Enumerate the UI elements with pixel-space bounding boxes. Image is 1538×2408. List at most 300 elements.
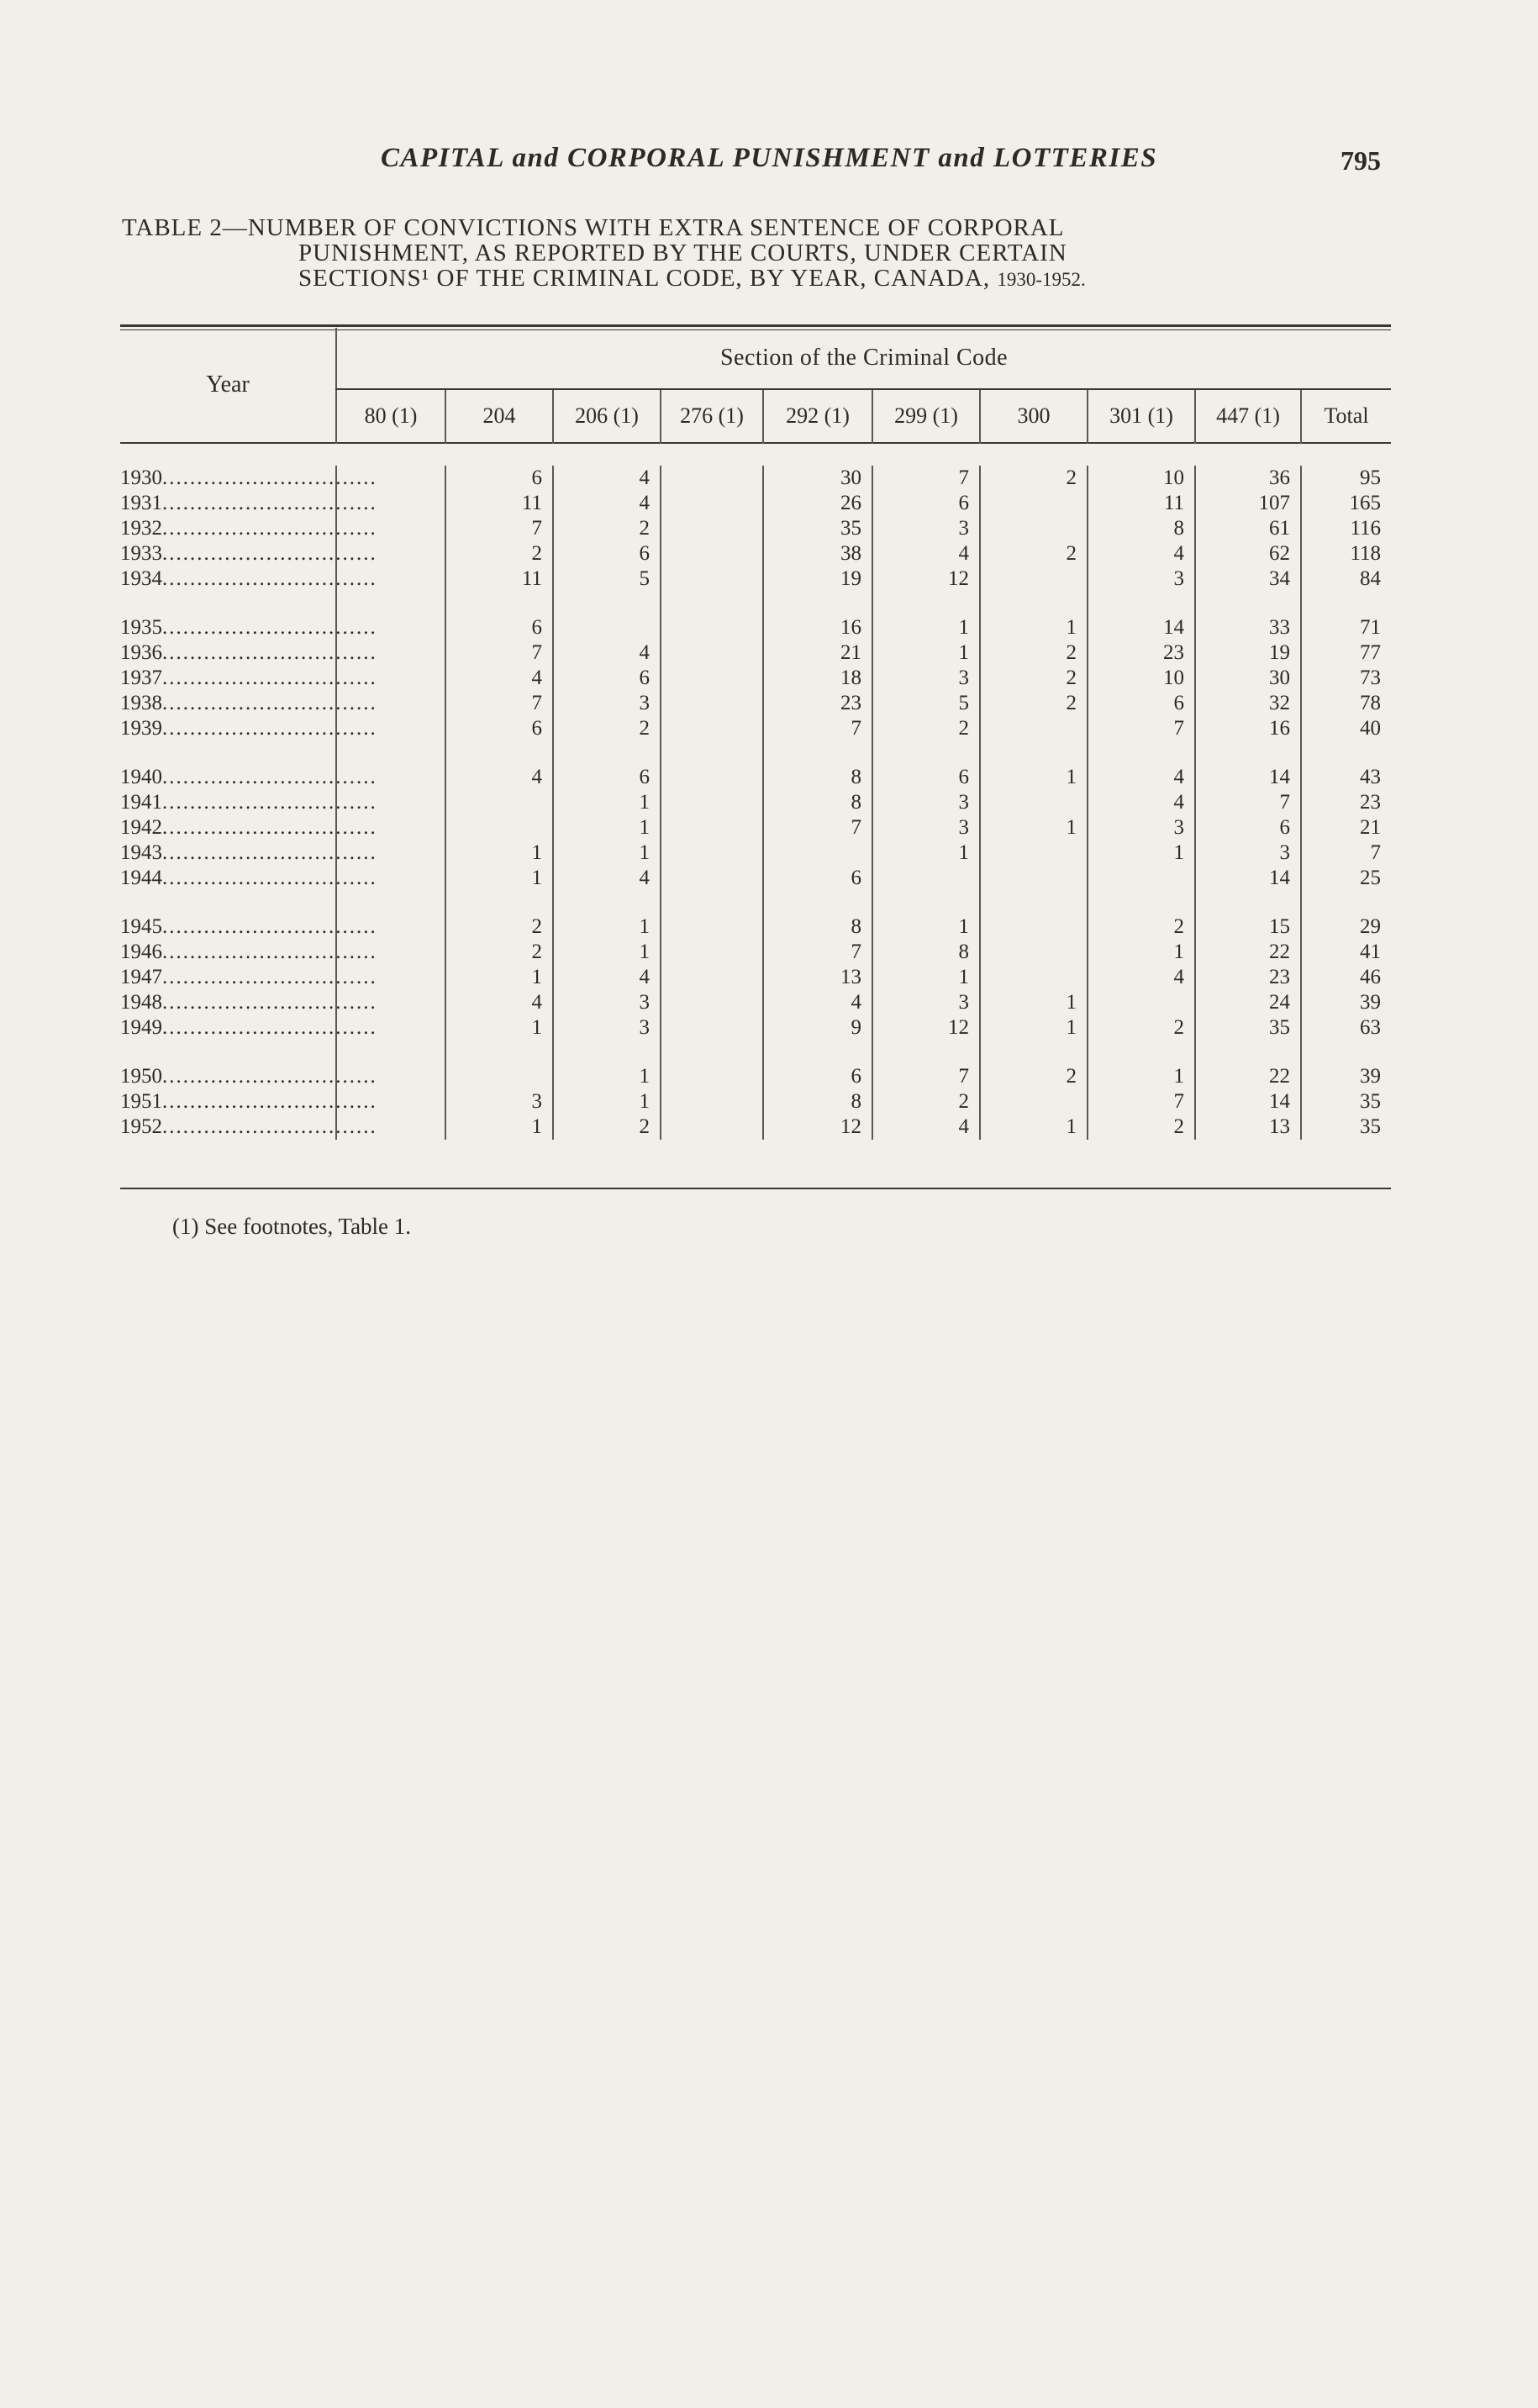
table-cell: 12 [872,566,980,592]
row-year: 1931 [120,492,162,514]
table-cell: 1 [553,815,661,840]
row-total-cell: 21 [1301,815,1391,840]
table-cell: 30 [1195,666,1301,691]
leader-dots: ............................... [162,466,377,489]
table-cell [980,716,1088,741]
table-cell: 8 [763,914,872,940]
year-column-header: Year [206,371,250,398]
section-group-header: Section of the Criminal Code [336,328,1391,389]
table-cell: 107 [1195,491,1301,516]
table-cell: 8 [763,1089,872,1114]
column-header-section-4: 292 (1) [763,389,872,443]
table-cell: 38 [763,541,872,566]
row-total-cell: 41 [1301,940,1391,965]
table-row [120,965,1391,990]
row-year: 1952 [120,1115,162,1138]
leader-dots: ............................... [162,567,377,590]
table-cell: 4 [872,541,980,566]
table-cell: 7 [1088,716,1195,741]
leader-dots: ............................... [162,816,377,839]
table-cell: 4 [1088,765,1195,790]
leader-dots: ............................... [162,692,377,714]
table-cell: 34 [1195,566,1301,592]
table-cell: 1 [872,965,980,990]
table-cell: 11 [445,491,553,516]
row-total-cell: 165 [1301,491,1391,516]
table-row [120,541,1391,566]
table-row [120,1114,1391,1140]
running-header-title: CAPITAL and CORPORAL PUNISHMENT and LOTTERIES [380,143,1158,173]
table-cell: 4 [553,640,661,666]
row-total-cell: 118 [1301,541,1391,566]
table-cell [763,840,872,866]
table-cell: 9 [763,1015,872,1041]
row-year: 1930 [120,466,162,489]
table-row [120,1015,1391,1041]
table-cell: 3 [872,666,980,691]
table-row [120,815,1391,840]
row-year: 1937 [120,667,162,689]
table-cell: 7 [872,1064,980,1089]
table-cell: 1 [980,990,1088,1015]
table-cell [980,965,1088,990]
leader-dots: ............................... [162,1016,377,1039]
table-row [120,1064,1391,1089]
table-cell: 23 [1088,640,1195,666]
row-year: 1935 [120,616,162,639]
table-cell: 2 [872,716,980,741]
row-total-cell: 73 [1301,666,1391,691]
table-cell: 14 [1195,765,1301,790]
table-row [120,1089,1391,1114]
table-cell: 1 [445,866,553,891]
column-header-section-3: 276 (1) [661,389,763,443]
table-cell: 2 [1088,914,1195,940]
table-cell: 7 [1195,790,1301,815]
table-cell: 1 [980,615,1088,640]
table-cell: 6 [445,716,553,741]
table-cell: 3 [872,815,980,840]
row-year: 1944 [120,867,162,889]
table-cell [661,615,763,640]
table-cell: 1 [1088,1064,1195,1089]
table-cell: 1 [872,640,980,666]
column-header-section-2: 206 (1) [553,389,661,443]
table-title-line-1: TABLE 2—NUMBER OF CONVICTIONS WITH EXTRA SENTENCE OF CORPORAL [122,214,1065,241]
table-row [120,840,1391,866]
table-cell: 22 [1195,940,1301,965]
group-spacer [120,891,1391,914]
table-cell: 4 [763,990,872,1015]
table-cell: 6 [763,866,872,891]
table-cell: 7 [763,940,872,965]
table-cell [661,914,763,940]
table-cell [661,815,763,840]
table-cell: 3 [445,1089,553,1114]
table-row [120,566,1391,592]
table-row [120,940,1391,965]
row-total-cell: 39 [1301,990,1391,1015]
table-cell [661,1114,763,1140]
table-cell: 6 [553,666,661,691]
row-year: 1932 [120,517,162,540]
table-cell: 33 [1195,615,1301,640]
table-cell: 8 [1088,516,1195,541]
table-cell [661,990,763,1015]
table-cell: 4 [445,990,553,1015]
table-cell [980,840,1088,866]
group-spacer [120,1041,1391,1064]
row-total-cell: 71 [1301,615,1391,640]
table-cell [661,541,763,566]
leader-dots: ............................... [162,841,377,864]
table-cell [980,516,1088,541]
table-cell: 6 [445,615,553,640]
table-cell [980,1089,1088,1114]
table-cell [661,466,763,491]
row-total-cell: 84 [1301,566,1391,592]
table-cell: 3 [872,790,980,815]
table-cell: 21 [763,640,872,666]
row-total-cell: 29 [1301,914,1391,940]
row-year: 1950 [120,1065,162,1088]
table-cell: 4 [553,466,661,491]
table-title-line-3: SECTIONS¹ OF THE CRIMINAL CODE, BY YEAR, CANADA, 1930-1952. [298,265,1086,292]
table-title [122,215,1395,292]
table-cell: 1 [980,1015,1088,1041]
table-cell: 1 [445,840,553,866]
row-year: 1945 [120,915,162,938]
table-cell: 19 [763,566,872,592]
table-cell [980,491,1088,516]
table-cell: 2 [1088,1114,1195,1140]
table-cell: 1 [445,1114,553,1140]
table-cell [661,716,763,741]
row-total-cell: 23 [1301,790,1391,815]
table-cell: 2 [980,541,1088,566]
row-year: 1942 [120,816,162,839]
row-total-cell: 25 [1301,866,1391,891]
table-cell: 4 [445,765,553,790]
table-cell: 2 [980,666,1088,691]
table-cell [553,615,661,640]
table-cell: 6 [553,765,661,790]
table-row [120,466,1391,491]
row-year: 1933 [120,542,162,565]
leader-dots: ............................... [162,1115,377,1138]
table-cell [661,840,763,866]
leader-dots: ............................... [162,991,377,1014]
table-cell: 3 [553,990,661,1015]
table-cell: 2 [445,940,553,965]
row-year: 1938 [120,692,162,714]
column-header-section-7: 301 (1) [1088,389,1195,443]
table-cell: 4 [553,491,661,516]
table-cell: 10 [1088,666,1195,691]
column-header-section-0: 80 (1) [336,389,445,443]
table-cell [445,790,553,815]
table-cell: 2 [980,691,1088,716]
page-number: 795 [1340,145,1381,176]
table-top-rule [120,324,1391,327]
convictions-table-container [120,328,1391,1189]
table-cell: 35 [1195,1015,1301,1041]
table-cell [661,666,763,691]
table-cell: 16 [763,615,872,640]
table-cell [661,765,763,790]
table-row [120,691,1391,716]
table-row [120,990,1391,1015]
table-cell [661,516,763,541]
table-cell: 4 [872,1114,980,1140]
table-cell: 4 [445,666,553,691]
table-cell: 1 [553,840,661,866]
table-cell: 4 [1088,790,1195,815]
row-total-cell: 35 [1301,1089,1391,1114]
leader-dots: ............................... [162,517,377,540]
leader-dots: ............................... [162,542,377,565]
table-cell: 5 [872,691,980,716]
group-spacer [120,741,1391,765]
table-cell [445,1064,553,1089]
column-header-section-1: 204 [445,389,553,443]
table-cell [872,866,980,891]
leader-dots: ............................... [162,941,377,963]
row-total-cell: 116 [1301,516,1391,541]
table-cell: 7 [445,516,553,541]
table-cell: 2 [553,1114,661,1140]
table-cell: 14 [1195,866,1301,891]
header-separator [120,443,1391,466]
table-cell: 6 [872,765,980,790]
table-cell: 8 [763,790,872,815]
table-cell: 2 [445,914,553,940]
table-cell: 7 [763,815,872,840]
table-title-years: 1930-1952. [997,269,1086,290]
row-year: 1936 [120,641,162,664]
row-year: 1943 [120,841,162,864]
table-title-line-2: PUNISHMENT, AS REPORTED BY THE COURTS, UNDER CERTAIN [298,240,1067,266]
table-cell: 3 [872,990,980,1015]
table-row [120,914,1391,940]
table-row [120,666,1391,691]
table-cell: 3 [553,691,661,716]
table-cell: 6 [872,491,980,516]
column-header-total: Total [1301,389,1391,443]
table-cell: 2 [553,516,661,541]
table-cell: 3 [1088,815,1195,840]
table-cell: 13 [1195,1114,1301,1140]
table-bottom-rule [120,1188,1391,1189]
table-cell: 6 [553,541,661,566]
table-cell: 5 [553,566,661,592]
row-total-cell: 7 [1301,840,1391,866]
table-cell: 1 [980,765,1088,790]
table-cell: 7 [763,716,872,741]
table-cell: 14 [1088,615,1195,640]
table-cell: 4 [1088,965,1195,990]
table-cell: 2 [872,1089,980,1114]
table-cell: 3 [553,1015,661,1041]
table-row [120,765,1391,790]
row-year: 1949 [120,1016,162,1039]
table-cell: 2 [980,1064,1088,1089]
table-cell: 1 [980,815,1088,840]
footnote: (1) See footnotes, Table 1. [172,1214,412,1239]
table-cell: 6 [1195,815,1301,840]
leader-dots: ............................... [162,766,377,788]
table-cell [1088,866,1195,891]
table-cell: 30 [763,466,872,491]
table-cell: 1 [553,940,661,965]
leader-dots: ............................... [162,966,377,988]
table-cell: 14 [1195,1089,1301,1114]
leader-dots: ............................... [162,717,377,740]
table-row [120,790,1391,815]
table-cell: 12 [763,1114,872,1140]
table-cell: 7 [445,640,553,666]
row-total-cell: 35 [1301,1114,1391,1140]
table-cell: 8 [763,765,872,790]
table-header [120,328,1391,443]
table-cell: 6 [763,1064,872,1089]
table-cell: 2 [1088,1015,1195,1041]
table-cell: 1 [1088,840,1195,866]
leader-dots: ............................... [162,791,377,814]
column-header-section-8: 447 (1) [1195,389,1301,443]
row-year: 1947 [120,966,162,988]
table-cell [980,866,1088,891]
table-cell: 4 [553,866,661,891]
table-cell: 1 [553,1089,661,1114]
table-cell: 62 [1195,541,1301,566]
row-total-cell: 78 [1301,691,1391,716]
table-cell: 6 [445,466,553,491]
row-year: 1934 [120,567,162,590]
table-cell: 2 [445,541,553,566]
table-cell: 3 [1088,566,1195,592]
table-row [120,716,1391,741]
table-cell: 15 [1195,914,1301,940]
table-cell: 7 [445,691,553,716]
table-cell: 1 [1088,940,1195,965]
table-cell: 3 [1195,840,1301,866]
leader-dots: ............................... [162,641,377,664]
table-cell: 23 [1195,965,1301,990]
table-row [120,866,1391,891]
table-cell [980,914,1088,940]
table-cell: 23 [763,691,872,716]
column-header-section-5: 299 (1) [872,389,980,443]
convictions-table [120,328,1391,1140]
row-total-cell: 63 [1301,1015,1391,1041]
table-cell [661,491,763,516]
table-cell [661,640,763,666]
table-cell: 4 [553,965,661,990]
table-cell [661,790,763,815]
table-cell [661,566,763,592]
row-year: 1941 [120,791,162,814]
table-cell: 7 [872,466,980,491]
table-cell: 11 [1088,491,1195,516]
table-cell: 19 [1195,640,1301,666]
table-cell: 10 [1088,466,1195,491]
row-year: 1939 [120,717,162,740]
table-row [120,640,1391,666]
table-cell: 2 [980,640,1088,666]
row-total-cell: 46 [1301,965,1391,990]
table-cell: 8 [872,940,980,965]
row-year: 1948 [120,991,162,1014]
table-cell [980,566,1088,592]
leader-dots: ............................... [162,915,377,938]
column-header-section-6: 300 [980,389,1088,443]
table-cell: 4 [1088,541,1195,566]
leader-dots: ............................... [162,492,377,514]
table-cell: 1 [872,615,980,640]
table-cell: 24 [1195,990,1301,1015]
table-cell: 36 [1195,466,1301,491]
group-spacer [120,592,1391,615]
table-cell: 1 [872,914,980,940]
row-total-cell: 40 [1301,716,1391,741]
table-cell: 1 [445,1015,553,1041]
table-cell: 12 [872,1015,980,1041]
table-cell: 11 [445,566,553,592]
table-cell: 1 [553,914,661,940]
table-cell: 1 [553,790,661,815]
row-year: 1946 [120,941,162,963]
leader-dots: ............................... [162,1065,377,1088]
table-cell: 1 [445,965,553,990]
table-cell: 32 [1195,691,1301,716]
table-cell [661,691,763,716]
table-cell [661,1015,763,1041]
table-cell: 7 [1088,1089,1195,1114]
table-cell [661,866,763,891]
leader-dots: ............................... [162,667,377,689]
table-cell: 16 [1195,716,1301,741]
row-year: 1951 [120,1090,162,1113]
table-cell [661,965,763,990]
table-body [120,443,1391,1140]
table-cell [980,940,1088,965]
table-row [120,491,1391,516]
table-cell [661,1089,763,1114]
table-row [120,615,1391,640]
row-total-cell: 43 [1301,765,1391,790]
leader-dots: ............................... [162,867,377,889]
table-row [120,516,1391,541]
leader-dots: ............................... [162,616,377,639]
row-total-cell: 39 [1301,1064,1391,1089]
table-cell [445,815,553,840]
table-cell: 61 [1195,516,1301,541]
table-cell: 1 [553,1064,661,1089]
table-cell: 6 [1088,691,1195,716]
table-cell: 2 [553,716,661,741]
table-cell: 13 [763,965,872,990]
row-total-cell: 95 [1301,466,1391,491]
row-year: 1940 [120,766,162,788]
table-cell: 18 [763,666,872,691]
table-cell [980,790,1088,815]
table-cell: 22 [1195,1064,1301,1089]
table-cell: 35 [763,516,872,541]
row-total-cell: 77 [1301,640,1391,666]
leader-dots: ............................... [162,1090,377,1113]
table-cell [661,940,763,965]
